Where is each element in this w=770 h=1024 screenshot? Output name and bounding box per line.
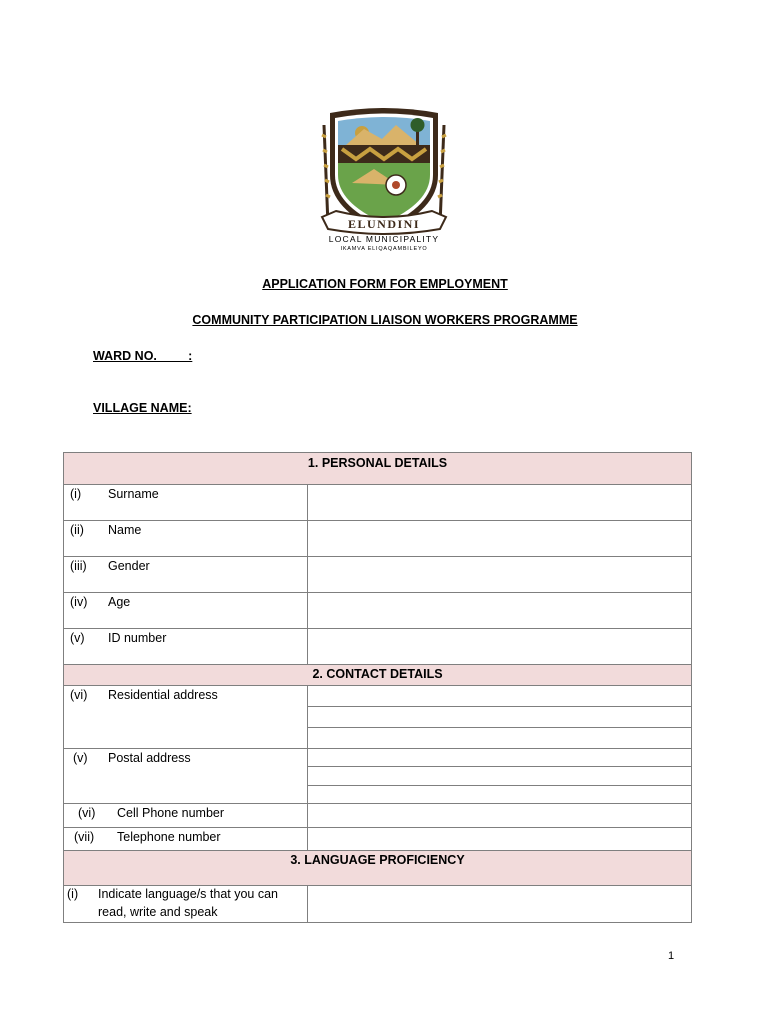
age-label-cell (64, 593, 308, 629)
logo-banner-text: ELUNDINI (347, 217, 421, 231)
languages-label-line-1: Indicate language/s that you can (98, 887, 278, 901)
row-number: (iii) (70, 559, 87, 573)
table-row (64, 686, 692, 707)
languages-label-cell (64, 886, 308, 923)
name-label-cell (64, 521, 308, 557)
contact-details-header-row (64, 665, 692, 686)
languages-input-cell[interactable] (308, 886, 692, 923)
ward-number-label: WARD NO. : (93, 349, 193, 363)
table-row (64, 557, 692, 593)
village-name-label: VILLAGE NAME: (93, 401, 192, 415)
name-input-cell[interactable] (308, 521, 692, 557)
table-row (64, 629, 692, 665)
residential-address-label: Residential address (108, 688, 218, 702)
row-number: (vii) (74, 830, 95, 844)
page-number: 1 (668, 950, 675, 962)
id-number-label-cell (64, 629, 308, 665)
id-number-label: ID number (108, 631, 167, 645)
postal-address-label: Postal address (108, 751, 191, 765)
residential-address-line-3[interactable] (308, 728, 692, 749)
row-number: (ii) (70, 523, 84, 537)
table-row (64, 886, 692, 923)
row-number: (vi) (78, 806, 96, 820)
table-row (64, 749, 692, 767)
telephone-input-cell[interactable] (308, 828, 692, 851)
residential-address-line-2[interactable] (308, 707, 692, 728)
surname-label-cell (64, 485, 308, 521)
residential-address-line-1[interactable] (308, 686, 692, 707)
application-form-table (63, 452, 692, 923)
form-title: APPLICATION FORM FOR EMPLOYMENT (262, 277, 508, 291)
row-number: (i) (67, 887, 79, 901)
gender-input-cell[interactable] (308, 557, 692, 593)
cell-phone-label-cell (64, 804, 308, 828)
telephone-label-cell (64, 828, 308, 851)
table-row (64, 828, 692, 851)
logo-caption: LOCAL MUNICIPALITY (328, 234, 440, 244)
gender-label-cell (64, 557, 308, 593)
logo-motto: IKAMVA ELIQAQAMBILEYO (340, 246, 428, 252)
postal-address-label-cell (64, 749, 308, 804)
gender-label: Gender (108, 559, 150, 573)
id-number-input-cell[interactable] (308, 629, 692, 665)
language-proficiency-header-row (64, 851, 692, 886)
row-number: (iv) (70, 595, 88, 609)
cell-phone-label: Cell Phone number (117, 806, 225, 820)
postal-address-line-2[interactable] (308, 767, 692, 785)
form-subtitle: COMMUNITY PARTICIPATION LIAISON WORKERS PROGRAMME (192, 313, 578, 327)
row-number: (i) (70, 487, 82, 501)
personal-details-heading: 1. PERSONAL DETAILS (64, 453, 692, 485)
postal-address-line-1[interactable] (308, 749, 692, 767)
telephone-label: Telephone number (117, 830, 221, 844)
cell-phone-input-cell[interactable] (308, 804, 692, 828)
age-label: Age (108, 595, 131, 609)
contact-details-heading: 2. CONTACT DETAILS (64, 665, 692, 686)
table-row (64, 521, 692, 557)
surname-label: Surname (108, 487, 159, 501)
surname-input-cell[interactable] (308, 485, 692, 521)
name-label: Name (108, 523, 142, 537)
table-row (64, 593, 692, 629)
age-input-cell[interactable] (308, 593, 692, 629)
postal-address-line-3[interactable] (308, 785, 692, 803)
personal-details-header-row (64, 453, 692, 485)
row-number: (v) (70, 631, 85, 645)
row-number: (vi) (70, 688, 88, 702)
row-number: (v) (73, 751, 88, 765)
residential-address-label-cell (64, 686, 308, 749)
table-row (64, 804, 692, 828)
table-row (64, 485, 692, 521)
language-proficiency-heading: 3. LANGUAGE PROFICIENCY (64, 851, 692, 886)
languages-label-line-2: read, write and speak (98, 905, 218, 919)
